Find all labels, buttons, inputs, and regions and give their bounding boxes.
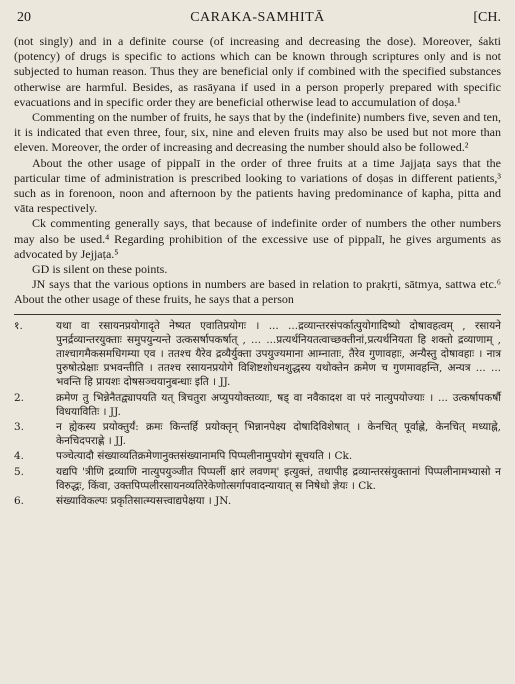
page-header [14, 10, 501, 28]
footnote-number: १. [14, 319, 23, 332]
chapter-mark: [CH. [473, 10, 501, 25]
footnote [14, 319, 501, 390]
paragraph: GD is silent on these points. [32, 262, 168, 277]
footnote [14, 420, 501, 448]
footnote-divider [14, 314, 501, 315]
footnote-text: यथा वा रसायनप्रयोगादृते नेष्यत एवातिप्रयोगः । ... ...द्रव्यान्तरसंपर्कात्पुयोगादिष्यो दोषावहत्वम् , रसायने पुनर्द्रव्यान्तरयुक्ताः समुपयुन्यन्ते उत्कसर्षापकर्षात् , ... ...प्रत्यर्थनियतत्वाच्छक्तीनां,प्रत्यर्थनियता हि शक्तो द्रव्याणाम् , ताश्चागमैकसमधिगम्या एव । ततश्च यैरेव द्रव्यैर्युक्ता उपयुज्यमाना आम्नाताः, तैरेव गुणावहाः, अन्यैस्तु दोषावहाः । नात्र पुरुषोत्प्रेक्षाः प्रभवन्तीति । ततश्च रसायनप्रयोगे विशिष्टशोधनशुद्धस्य यथोक्तेन क्रमेण च गुणमावहन्ति, अन्यत्र ... ... भवन्ति हि प्रायशः दोषसञ्चयानुबन्धाः इति । JJ. [56, 319, 501, 389]
footnote-number: 6. [14, 495, 25, 508]
paragraph: (not singly) and in a definite course (of increasing and decreasing the dose). Moreover, śakti (potency) of drugs is specific to actions which can be known through scriptures only and is not subjected to human reason. Thus they are beneficial only if combined with the specified substances otherwise are harmful. Besides, as rasāyana if used in a person properly prepared with specific evacuations and in specific order they are beneficial otherwise lead to accumulation of doṣa.¹ [14, 34, 501, 109]
footnote-number: 4. [14, 450, 25, 463]
footnote [14, 494, 501, 508]
footnotes [14, 319, 501, 509]
paragraph: About the other usage of pippalī in the order of three fruits at a time Jajjaṭa says that the particular time of administration is prescribed looking to variations of doṣas in different patients,³ such as in forenoon, noon and afternoon by the patients having predominance of kapha, pitta and vāta respectively. [14, 155, 501, 216]
footnote-text: क्रमेण तु भिन्नेनैतद्व्यापयति यत् त्रिचतुरा अप्युपयोक्तव्याः, षड् वा नवैकादश वा परं नात्युपयोज्याः । ... उत्कर्षापकर्षौ विधयावितिः । JJ. [56, 391, 501, 418]
footnote-number: 5. [14, 465, 25, 478]
footnote-text: संख्याविकल्पः प्रकृतिसात्म्यसत्त्वाद्यपेक्षया । JN. [56, 495, 232, 508]
footnote-text: यद्यपि 'त्रीणि द्रव्याणि नात्युपयुञ्जीत पिप्पलीं क्षारं लवणम्' इत्युक्तं, तथापीह द्रव्यान्तरसंयुक्तानां पिप्पलीनामभ्यासो न विरुद्धः, किंवा, उक्तपिप्पलीरसायनव्यतिरेकेणोत्सर्गापवादन्यायात् स निषेधो ज्ञेयः । Ck. [56, 465, 501, 492]
paragraph: JN says that the various options in numbers are based in relation to prakṛti, sātmya, sattwa etc.⁶ About the other usage of these fruits, he says that a person [14, 277, 501, 307]
footnote [14, 391, 501, 419]
running-title: CARAKA-SAMHITĀ [190, 10, 325, 25]
footnote [14, 465, 501, 493]
footnote-text: न ह्येकस्य प्रयोक्तुर्यं: क्रमः किन्तर्हि प्रयोक्तृन् भिन्नानपेक्ष्य दोषादिविशेषात् । केनचित् पूर्वाह्णे, केनचित् मध्याह्ने, केनचिदपराह्णे । JJ. [56, 421, 501, 448]
footnote [14, 449, 501, 463]
footnote-text: पञ्चेत्यादौ संख्याव्यतिक्रमेणानुक्तसंख्यानामपि पिप्पलीनामुपयोगं सूचयति । Ck. [56, 450, 353, 463]
footnote-number: 2. [14, 391, 25, 404]
main-text [14, 34, 501, 308]
page-number: 20 [17, 10, 31, 25]
paragraph: Ck commenting generally says, that because of indefinite order of numbers the other numbers may also be used.⁴ Regarding prohibition of the excessive use of pippalī, he gives arguments as advocated by Jejjaṭa.⁵ [14, 216, 501, 261]
paragraph: Commenting on the number of fruits, he says that by the (indefinite) numbers five, seven and ten, it is indicated that even three, four, six, nine and eleven fruits may also be used but not more than eleven. Moreover, the order of increasing and decreasing the number should also be followed.² [14, 110, 501, 155]
footnote-number: 3. [14, 421, 25, 434]
